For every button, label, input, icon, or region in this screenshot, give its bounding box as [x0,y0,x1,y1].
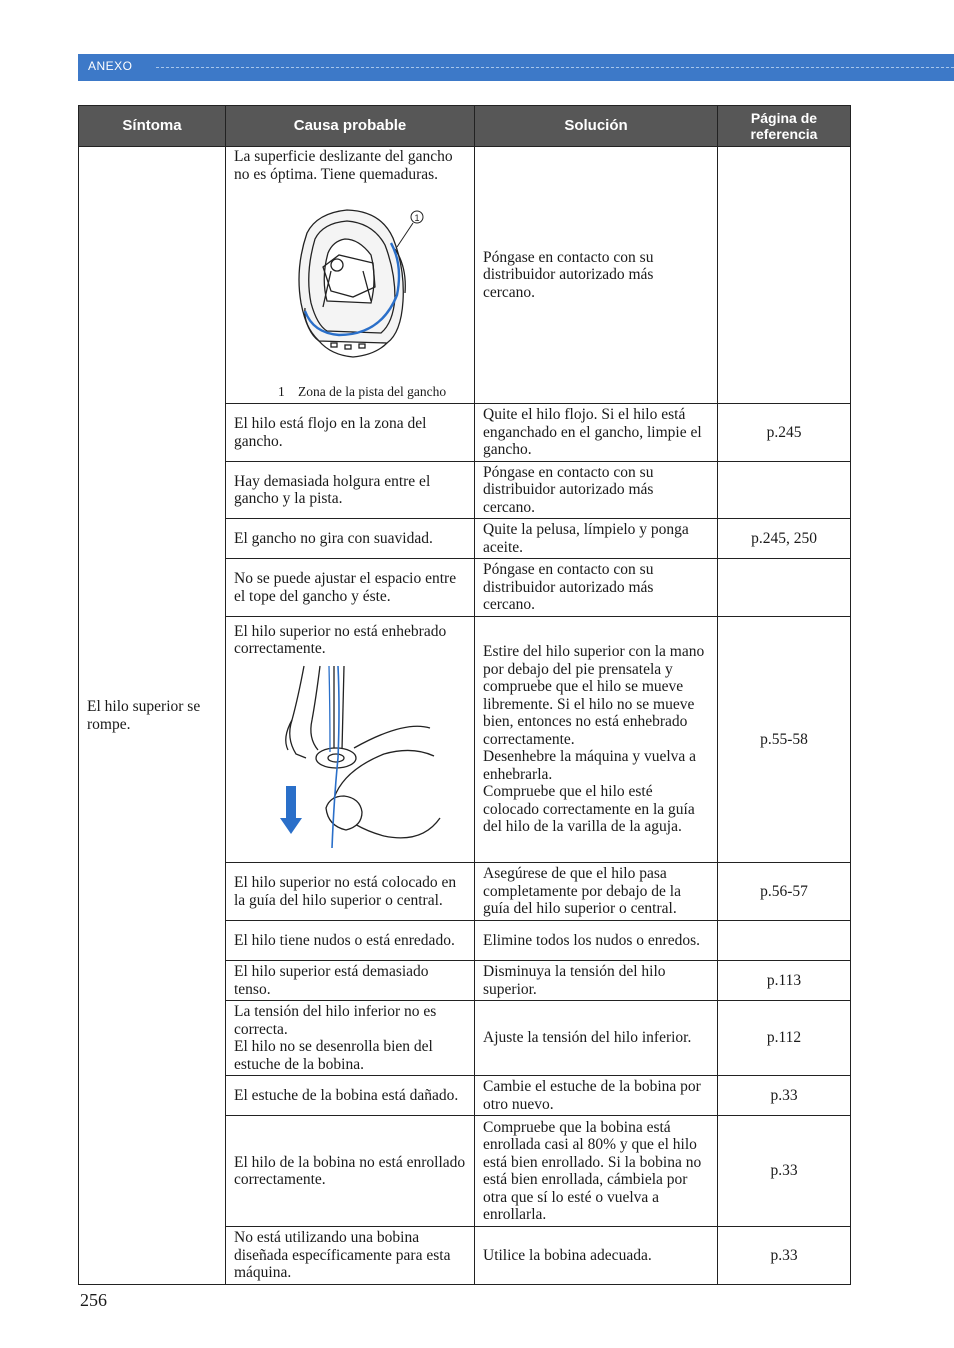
reference-cell: p.33 [718,1076,851,1116]
cause-cell: El estuche de la bobina está dañado. [226,1076,475,1116]
cause-text: El hilo superior no está enhebrado correctamente. [234,622,447,657]
column-header-solution: Solución [475,106,718,147]
reference-cell: p.55-58 [718,617,851,863]
cause-cell: El hilo superior no está colocado en la guía del hilo superior o central. [226,863,475,921]
needle-threading-illustration [234,658,469,858]
callout-number: 1 [414,213,420,223]
reference-cell [718,921,851,961]
section-label: ANEXO [88,59,133,73]
reference-cell: p.56-57 [718,863,851,921]
caption-number: 1 [278,384,285,399]
solution-cell: Póngase en contacto con su distribuidor autorizado más cercano. [475,462,718,519]
column-header-reference: Página de referencia [718,106,851,147]
solution-cell: Estire del hilo superior con la mano por debajo del pie prensatela y compruebe que el hilo se mueve libremente. Si el hilo no se mueve bien, entonces no está enhebrado correctamente. Desenhebre la máquina y vuelva a enhebrarla. Compruebe que el hilo esté colocado correctamente en la guía del hilo de la varilla de la aguja. [475,617,718,863]
reference-cell [718,462,851,519]
solution-cell: Ajuste la tensión del hilo inferior. [475,1001,718,1076]
cause-cell: El gancho no gira con suavidad. [226,519,475,559]
reference-cell [718,147,851,404]
cause-cell: El hilo está flojo en la zona del gancho. [226,404,475,462]
cause-cell [226,147,475,404]
troubleshooting-table [78,105,851,1285]
cause-cell: El hilo de la bobina no está enrollado correctamente. [226,1116,475,1227]
reference-cell [718,559,851,617]
cause-cell: No se puede ajustar el espacio entre el tope del gancho y éste. [226,559,475,617]
solution-cell: Asegúrese de que el hilo pasa completamente por debajo de la guía del hilo superior o central. [475,863,718,921]
table-header-row [79,106,851,147]
solution-cell: Elimine todos los nudos o enredos. [475,921,718,961]
reference-cell: p.113 [718,961,851,1001]
cause-cell: El hilo superior está demasiado tenso. [226,961,475,1001]
symptom-cell: El hilo superior se rompe. [79,147,226,1285]
cause-cell: Hay demasiada holgura entre el gancho y la pista. [226,462,475,519]
solution-cell: Cambie el estuche de la bobina por otro nuevo. [475,1076,718,1116]
figure-caption [234,383,466,403]
solution-cell: Utilice la bobina adecuada. [475,1227,718,1285]
reference-cell: p.245, 250 [718,519,851,559]
reference-cell: p.33 [718,1116,851,1227]
cause-cell: No está utilizando una bobina diseñada específicamente para esta máquina. [226,1227,475,1285]
page-number: 256 [80,1290,107,1310]
caption-text: Zona de la pista del gancho [298,384,447,399]
reference-cell: p.112 [718,1001,851,1076]
cause-cell: La tensión del hilo inferior no es correcta. El hilo no se desenrolla bien del estuche de la bobina. [226,1001,475,1076]
cause-cell: El hilo tiene nudos o está enredado. [226,921,475,961]
hook-race-illustration [235,183,465,383]
solution-cell: Póngase en contacto con su distribuidor autorizado más cercano. [475,147,718,404]
section-header-band [78,54,954,81]
solution-cell: Póngase en contacto con su distribuidor autorizado más cercano. [475,559,718,617]
cause-cell [226,617,475,863]
column-header-cause: Causa probable [226,106,475,147]
solution-cell: Compruebe que la bobina está enrollada casi al 80% y que el hilo está bien enrollado. Si la bobina no está bien enrollada, cámbiela por otra que sí lo esté o vuelva a enrollarla. [475,1116,718,1227]
solution-cell: Quite el hilo flojo. Si el hilo está enganchado en el gancho, limpie el gancho. [475,404,718,462]
cause-text: La superficie deslizante del gancho no es óptima. Tiene quemaduras. [234,148,453,183]
header-dash-line [156,67,954,68]
solution-cell: Quite la pelusa, límpielo y ponga aceite. [475,519,718,559]
solution-cell: Disminuya la tensión del hilo superior. [475,961,718,1001]
reference-cell: p.33 [718,1227,851,1285]
column-header-symptom: Síntoma [79,106,226,147]
reference-cell: p.245 [718,404,851,462]
table-row [79,147,851,404]
